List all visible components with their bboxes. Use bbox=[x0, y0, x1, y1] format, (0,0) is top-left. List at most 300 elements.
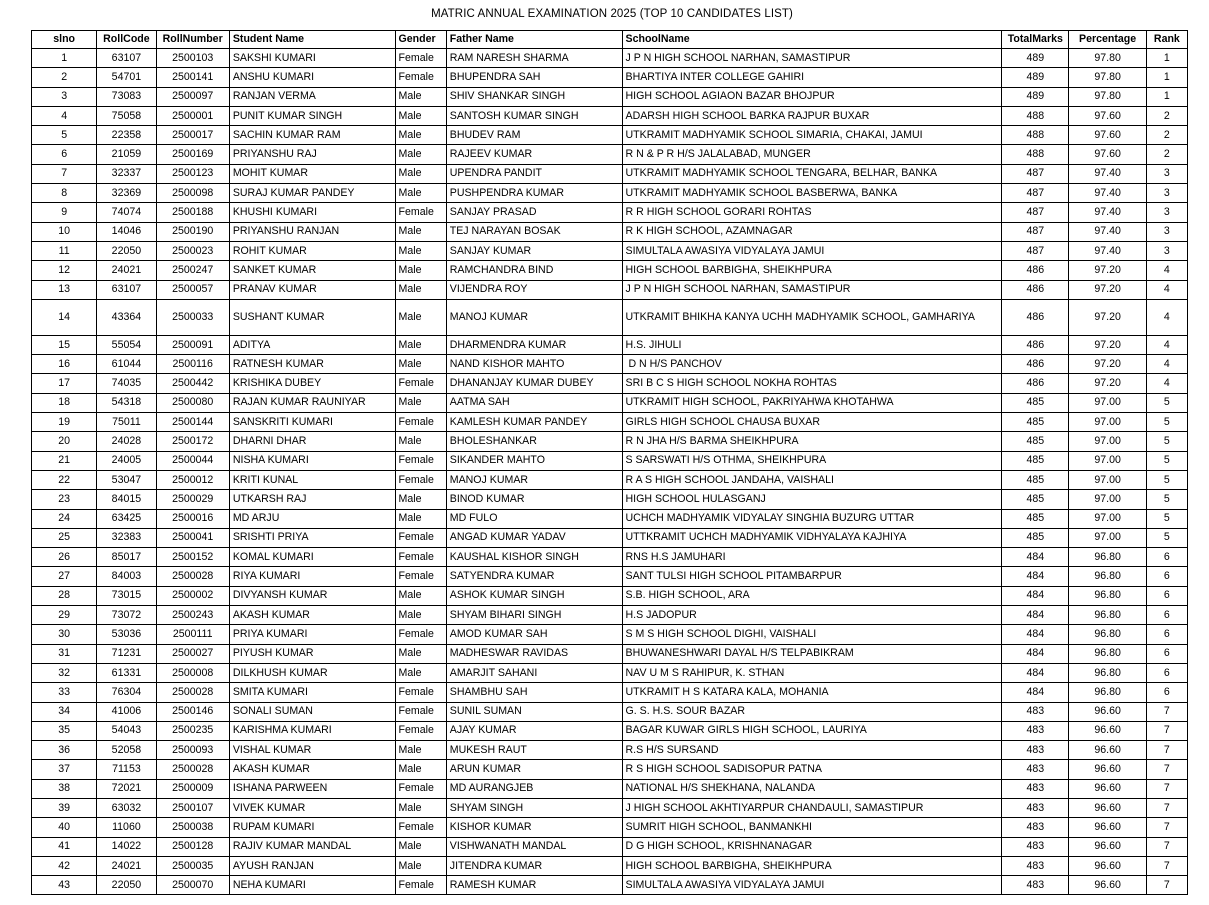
cell-slno: 29 bbox=[32, 606, 97, 625]
cell-school-name: HIGH SCHOOL AGIAON BAZAR BHOJPUR bbox=[622, 87, 1002, 106]
cell-gender: Male bbox=[395, 741, 446, 760]
cell-total-marks: 488 bbox=[1002, 106, 1069, 125]
cell-percentage: 97.20 bbox=[1069, 355, 1146, 374]
cell-rank: 3 bbox=[1146, 241, 1187, 260]
table-body bbox=[32, 49, 1188, 895]
cell-rank: 4 bbox=[1146, 280, 1187, 299]
cell-total-marks: 483 bbox=[1002, 702, 1069, 721]
cell-school-name: BHUWANESHWARI DAYAL H/S TELPABIKRAM bbox=[622, 644, 1002, 663]
cell-rank: 1 bbox=[1146, 87, 1187, 106]
cell-gender: Male bbox=[395, 145, 446, 164]
cell-roll-code: 73015 bbox=[97, 586, 156, 605]
cell-gender: Male bbox=[395, 393, 446, 412]
cell-father-name: SANJAY KUMAR bbox=[446, 241, 622, 260]
cell-student-name: AKASH KUMAR bbox=[229, 760, 395, 779]
cell-father-name: MANOJ KUMAR bbox=[446, 299, 622, 335]
cell-gender: Female bbox=[395, 876, 446, 895]
cell-gender: Female bbox=[395, 374, 446, 393]
table-row bbox=[32, 818, 1188, 837]
cell-total-marks: 484 bbox=[1002, 663, 1069, 682]
cell-student-name: VISHAL KUMAR bbox=[229, 741, 395, 760]
header-school-name: SchoolName bbox=[622, 31, 1002, 49]
cell-student-name: MD ARJU bbox=[229, 509, 395, 528]
cell-percentage: 96.60 bbox=[1069, 760, 1146, 779]
cell-school-name: UTKRAMIT MADHYAMIK SCHOOL SIMARIA, CHAKAI, JAMUI bbox=[622, 126, 1002, 145]
cell-total-marks: 483 bbox=[1002, 837, 1069, 856]
cell-slno: 15 bbox=[32, 335, 97, 354]
cell-gender: Male bbox=[395, 106, 446, 125]
cell-roll-number: 2500028 bbox=[156, 567, 229, 586]
cell-roll-code: 22050 bbox=[97, 876, 156, 895]
cell-roll-number: 2500023 bbox=[156, 241, 229, 260]
table-row bbox=[32, 299, 1188, 335]
cell-rank: 3 bbox=[1146, 203, 1187, 222]
cell-total-marks: 485 bbox=[1002, 393, 1069, 412]
cell-father-name: SATYENDRA KUMAR bbox=[446, 567, 622, 586]
cell-student-name: PRIYA KUMARI bbox=[229, 625, 395, 644]
cell-roll-code: 84015 bbox=[97, 490, 156, 509]
cell-gender: Male bbox=[395, 87, 446, 106]
cell-percentage: 97.80 bbox=[1069, 87, 1146, 106]
cell-rank: 7 bbox=[1146, 876, 1187, 895]
table-row bbox=[32, 126, 1188, 145]
cell-total-marks: 485 bbox=[1002, 528, 1069, 547]
cell-student-name: SURAJ KUMAR PANDEY bbox=[229, 184, 395, 203]
cell-student-name: SUSHANT KUMAR bbox=[229, 299, 395, 335]
cell-gender: Female bbox=[395, 567, 446, 586]
cell-roll-code: 22050 bbox=[97, 241, 156, 260]
cell-roll-number: 2500028 bbox=[156, 760, 229, 779]
table-row bbox=[32, 586, 1188, 605]
table-row bbox=[32, 222, 1188, 241]
cell-roll-code: 73083 bbox=[97, 87, 156, 106]
cell-roll-code: 61331 bbox=[97, 663, 156, 682]
cell-percentage: 96.60 bbox=[1069, 741, 1146, 760]
cell-rank: 7 bbox=[1146, 798, 1187, 817]
cell-total-marks: 484 bbox=[1002, 625, 1069, 644]
cell-gender: Male bbox=[395, 280, 446, 299]
cell-gender: Male bbox=[395, 261, 446, 280]
cell-slno: 27 bbox=[32, 567, 97, 586]
cell-percentage: 97.00 bbox=[1069, 393, 1146, 412]
cell-rank: 6 bbox=[1146, 567, 1187, 586]
cell-roll-code: 53047 bbox=[97, 470, 156, 489]
cell-rank: 7 bbox=[1146, 837, 1187, 856]
cell-father-name: ASHOK KUMAR SINGH bbox=[446, 586, 622, 605]
cell-percentage: 97.60 bbox=[1069, 106, 1146, 125]
cell-percentage: 97.40 bbox=[1069, 184, 1146, 203]
cell-percentage: 96.60 bbox=[1069, 876, 1146, 895]
cell-rank: 6 bbox=[1146, 625, 1187, 644]
cell-father-name: AJAY KUMAR bbox=[446, 721, 622, 740]
cell-total-marks: 489 bbox=[1002, 68, 1069, 87]
cell-school-name: SIMULTALA AWASIYA VIDYALAYA JAMUI bbox=[622, 876, 1002, 895]
cell-gender: Female bbox=[395, 702, 446, 721]
cell-father-name: KISHOR KUMAR bbox=[446, 818, 622, 837]
cell-total-marks: 486 bbox=[1002, 261, 1069, 280]
cell-roll-code: 52058 bbox=[97, 741, 156, 760]
cell-percentage: 97.00 bbox=[1069, 509, 1146, 528]
cell-rank: 4 bbox=[1146, 355, 1187, 374]
cell-percentage: 96.60 bbox=[1069, 818, 1146, 837]
table-row bbox=[32, 702, 1188, 721]
cell-total-marks: 484 bbox=[1002, 644, 1069, 663]
cell-father-name: ANGAD KUMAR YADAV bbox=[446, 528, 622, 547]
cell-roll-number: 2500080 bbox=[156, 393, 229, 412]
cell-percentage: 96.60 bbox=[1069, 721, 1146, 740]
cell-roll-number: 2500009 bbox=[156, 779, 229, 798]
cell-rank: 7 bbox=[1146, 702, 1187, 721]
cell-slno: 1 bbox=[32, 49, 97, 68]
header-roll-number: RollNumber bbox=[156, 31, 229, 49]
cell-slno: 19 bbox=[32, 413, 97, 432]
cell-school-name: ADARSH HIGH SCHOOL BARKA RAJPUR BUXAR bbox=[622, 106, 1002, 125]
cell-school-name: UTKRAMIT BHIKHA KANYA UCHH MADHYAMIK SCHOOL, GAMHARIYA bbox=[622, 299, 1002, 335]
cell-percentage: 97.00 bbox=[1069, 470, 1146, 489]
cell-student-name: SANKET KUMAR bbox=[229, 261, 395, 280]
cell-total-marks: 487 bbox=[1002, 222, 1069, 241]
cell-roll-number: 2500029 bbox=[156, 490, 229, 509]
cell-school-name: UTKRAMIT HIGH SCHOOL, PAKRIYAHWA KHOTAHWA bbox=[622, 393, 1002, 412]
cell-percentage: 97.60 bbox=[1069, 145, 1146, 164]
cell-roll-number: 2500103 bbox=[156, 49, 229, 68]
cell-student-name: SANSKRITI KUMARI bbox=[229, 413, 395, 432]
cell-rank: 1 bbox=[1146, 68, 1187, 87]
cell-father-name: MANOJ KUMAR bbox=[446, 470, 622, 489]
cell-gender: Male bbox=[395, 184, 446, 203]
cell-roll-code: 41006 bbox=[97, 702, 156, 721]
cell-total-marks: 487 bbox=[1002, 203, 1069, 222]
cell-rank: 6 bbox=[1146, 548, 1187, 567]
cell-school-name: UTKRAMIT H S KATARA KALA, MOHANIA bbox=[622, 683, 1002, 702]
cell-father-name: MADHESWAR RAVIDAS bbox=[446, 644, 622, 663]
cell-father-name: RAMESH KUMAR bbox=[446, 876, 622, 895]
results-table bbox=[31, 30, 1188, 895]
cell-percentage: 96.60 bbox=[1069, 856, 1146, 875]
cell-student-name: DILKHUSH KUMAR bbox=[229, 663, 395, 682]
cell-total-marks: 483 bbox=[1002, 798, 1069, 817]
cell-rank: 6 bbox=[1146, 606, 1187, 625]
cell-slno: 11 bbox=[32, 241, 97, 260]
cell-student-name: PRIYANSHU RANJAN bbox=[229, 222, 395, 241]
cell-rank: 6 bbox=[1146, 683, 1187, 702]
table-row bbox=[32, 528, 1188, 547]
cell-percentage: 97.00 bbox=[1069, 528, 1146, 547]
cell-father-name: ARUN KUMAR bbox=[446, 760, 622, 779]
cell-school-name: D N H/S PANCHOV bbox=[622, 355, 1002, 374]
cell-student-name: RAJIV KUMAR MANDAL bbox=[229, 837, 395, 856]
cell-student-name: KARISHMA KUMARI bbox=[229, 721, 395, 740]
table-row bbox=[32, 798, 1188, 817]
cell-roll-code: 55054 bbox=[97, 335, 156, 354]
cell-roll-code: 74074 bbox=[97, 203, 156, 222]
cell-slno: 21 bbox=[32, 451, 97, 470]
cell-rank: 7 bbox=[1146, 856, 1187, 875]
cell-rank: 6 bbox=[1146, 663, 1187, 682]
cell-roll-code: 84003 bbox=[97, 567, 156, 586]
cell-total-marks: 484 bbox=[1002, 586, 1069, 605]
cell-slno: 10 bbox=[32, 222, 97, 241]
cell-father-name: NAND KISHOR MAHTO bbox=[446, 355, 622, 374]
cell-total-marks: 485 bbox=[1002, 490, 1069, 509]
cell-student-name: SACHIN KUMAR RAM bbox=[229, 126, 395, 145]
cell-slno: 40 bbox=[32, 818, 97, 837]
cell-roll-code: 11060 bbox=[97, 818, 156, 837]
cell-roll-number: 2500190 bbox=[156, 222, 229, 241]
cell-roll-code: 54701 bbox=[97, 68, 156, 87]
cell-student-name: AYUSH RANJAN bbox=[229, 856, 395, 875]
cell-gender: Male bbox=[395, 856, 446, 875]
cell-gender: Male bbox=[395, 355, 446, 374]
table-row bbox=[32, 760, 1188, 779]
cell-rank: 7 bbox=[1146, 741, 1187, 760]
cell-father-name: AMOD KUMAR SAH bbox=[446, 625, 622, 644]
cell-student-name: PIYUSH KUMAR bbox=[229, 644, 395, 663]
cell-father-name: BHOLESHANKAR bbox=[446, 432, 622, 451]
cell-father-name: SHYAM BIHARI SINGH bbox=[446, 606, 622, 625]
cell-total-marks: 485 bbox=[1002, 451, 1069, 470]
cell-gender: Male bbox=[395, 798, 446, 817]
cell-roll-code: 14046 bbox=[97, 222, 156, 241]
cell-roll-code: 24005 bbox=[97, 451, 156, 470]
cell-student-name: DHARNI DHAR bbox=[229, 432, 395, 451]
cell-roll-code: 73072 bbox=[97, 606, 156, 625]
table-row bbox=[32, 68, 1188, 87]
cell-roll-number: 2500098 bbox=[156, 184, 229, 203]
cell-father-name: BINOD KUMAR bbox=[446, 490, 622, 509]
table-row bbox=[32, 837, 1188, 856]
cell-school-name: UTKRAMIT MADHYAMIK SCHOOL BASBERWA, BANKA bbox=[622, 184, 1002, 203]
cell-percentage: 97.20 bbox=[1069, 280, 1146, 299]
cell-percentage: 97.80 bbox=[1069, 49, 1146, 68]
cell-rank: 7 bbox=[1146, 760, 1187, 779]
cell-slno: 25 bbox=[32, 528, 97, 547]
cell-percentage: 96.80 bbox=[1069, 606, 1146, 625]
cell-roll-code: 74035 bbox=[97, 374, 156, 393]
table-row bbox=[32, 779, 1188, 798]
cell-total-marks: 486 bbox=[1002, 355, 1069, 374]
cell-gender: Male bbox=[395, 509, 446, 528]
table-row bbox=[32, 741, 1188, 760]
cell-rank: 5 bbox=[1146, 413, 1187, 432]
table-row bbox=[32, 856, 1188, 875]
cell-student-name: RAJAN KUMAR RAUNIYAR bbox=[229, 393, 395, 412]
cell-roll-number: 2500057 bbox=[156, 280, 229, 299]
cell-student-name: AKASH KUMAR bbox=[229, 606, 395, 625]
table-row bbox=[32, 280, 1188, 299]
cell-percentage: 96.60 bbox=[1069, 798, 1146, 817]
cell-student-name: SAKSHI KUMARI bbox=[229, 49, 395, 68]
cell-school-name: BHARTIYA INTER COLLEGE GAHIRI bbox=[622, 68, 1002, 87]
cell-school-name: S.B. HIGH SCHOOL, ARA bbox=[622, 586, 1002, 605]
cell-percentage: 97.60 bbox=[1069, 126, 1146, 145]
cell-roll-number: 2500091 bbox=[156, 335, 229, 354]
cell-total-marks: 484 bbox=[1002, 548, 1069, 567]
cell-father-name: SHYAM SINGH bbox=[446, 798, 622, 817]
cell-gender: Male bbox=[395, 586, 446, 605]
cell-percentage: 97.00 bbox=[1069, 451, 1146, 470]
cell-roll-code: 32369 bbox=[97, 184, 156, 203]
cell-father-name: BHUPENDRA SAH bbox=[446, 68, 622, 87]
cell-roll-code: 54043 bbox=[97, 721, 156, 740]
cell-slno: 17 bbox=[32, 374, 97, 393]
cell-roll-code: 53036 bbox=[97, 625, 156, 644]
cell-total-marks: 486 bbox=[1002, 280, 1069, 299]
cell-gender: Female bbox=[395, 68, 446, 87]
cell-father-name: SIKANDER MAHTO bbox=[446, 451, 622, 470]
cell-total-marks: 484 bbox=[1002, 683, 1069, 702]
cell-total-marks: 483 bbox=[1002, 741, 1069, 760]
cell-roll-number: 2500107 bbox=[156, 798, 229, 817]
cell-father-name: BHUDEV RAM bbox=[446, 126, 622, 145]
header-rank: Rank bbox=[1146, 31, 1187, 49]
cell-slno: 42 bbox=[32, 856, 97, 875]
cell-student-name: UTKARSH RAJ bbox=[229, 490, 395, 509]
cell-total-marks: 486 bbox=[1002, 299, 1069, 335]
cell-father-name: PUSHPENDRA KUMAR bbox=[446, 184, 622, 203]
cell-gender: Female bbox=[395, 451, 446, 470]
table-row bbox=[32, 567, 1188, 586]
cell-school-name: R A S HIGH SCHOOL JANDAHA, VAISHALI bbox=[622, 470, 1002, 489]
table-row bbox=[32, 509, 1188, 528]
cell-percentage: 96.60 bbox=[1069, 779, 1146, 798]
cell-total-marks: 484 bbox=[1002, 567, 1069, 586]
cell-slno: 9 bbox=[32, 203, 97, 222]
table-row bbox=[32, 683, 1188, 702]
cell-rank: 4 bbox=[1146, 261, 1187, 280]
cell-father-name: DHANANJAY KUMAR DUBEY bbox=[446, 374, 622, 393]
cell-student-name: KRISHIKA DUBEY bbox=[229, 374, 395, 393]
table-row bbox=[32, 548, 1188, 567]
cell-roll-number: 2500097 bbox=[156, 87, 229, 106]
cell-school-name: R N JHA H/S BARMA SHEIKHPURA bbox=[622, 432, 1002, 451]
cell-total-marks: 487 bbox=[1002, 241, 1069, 260]
cell-rank: 6 bbox=[1146, 644, 1187, 663]
cell-roll-number: 2500041 bbox=[156, 528, 229, 547]
cell-school-name: HIGH SCHOOL BARBIGHA, SHEIKHPURA bbox=[622, 856, 1002, 875]
cell-roll-number: 2500044 bbox=[156, 451, 229, 470]
cell-gender: Male bbox=[395, 606, 446, 625]
cell-roll-code: 75058 bbox=[97, 106, 156, 125]
cell-percentage: 96.80 bbox=[1069, 644, 1146, 663]
cell-school-name: J HIGH SCHOOL AKHTIYARPUR CHANDAULI, SAMASTIPUR bbox=[622, 798, 1002, 817]
cell-total-marks: 489 bbox=[1002, 87, 1069, 106]
cell-slno: 8 bbox=[32, 184, 97, 203]
table-row bbox=[32, 432, 1188, 451]
cell-father-name: AATMA SAH bbox=[446, 393, 622, 412]
cell-student-name: ROHIT KUMAR bbox=[229, 241, 395, 260]
cell-roll-number: 2500027 bbox=[156, 644, 229, 663]
cell-father-name: DHARMENDRA KUMAR bbox=[446, 335, 622, 354]
header-row bbox=[32, 31, 1188, 49]
cell-school-name: UTTKRAMIT UCHCH MADHYAMIK VIDHYALAYA KAJHIYA bbox=[622, 528, 1002, 547]
cell-slno: 20 bbox=[32, 432, 97, 451]
cell-percentage: 97.20 bbox=[1069, 374, 1146, 393]
cell-gender: Female bbox=[395, 548, 446, 567]
table-row bbox=[32, 625, 1188, 644]
cell-total-marks: 487 bbox=[1002, 184, 1069, 203]
cell-father-name: KAUSHAL KISHOR SINGH bbox=[446, 548, 622, 567]
cell-roll-code: 71153 bbox=[97, 760, 156, 779]
cell-student-name: KOMAL KUMARI bbox=[229, 548, 395, 567]
cell-student-name: SONALI SUMAN bbox=[229, 702, 395, 721]
cell-father-name: MUKESH RAUT bbox=[446, 741, 622, 760]
cell-percentage: 96.60 bbox=[1069, 702, 1146, 721]
cell-total-marks: 483 bbox=[1002, 876, 1069, 895]
cell-roll-code: 43364 bbox=[97, 299, 156, 335]
cell-student-name: ADITYA bbox=[229, 335, 395, 354]
cell-slno: 34 bbox=[32, 702, 97, 721]
cell-roll-number: 2500144 bbox=[156, 413, 229, 432]
cell-rank: 2 bbox=[1146, 145, 1187, 164]
cell-rank: 3 bbox=[1146, 184, 1187, 203]
cell-school-name: J P N HIGH SCHOOL NARHAN, SAMASTIPUR bbox=[622, 49, 1002, 68]
cell-gender: Female bbox=[395, 528, 446, 547]
cell-rank: 3 bbox=[1146, 222, 1187, 241]
cell-total-marks: 485 bbox=[1002, 470, 1069, 489]
cell-student-name: SMITA KUMARI bbox=[229, 683, 395, 702]
cell-rank: 7 bbox=[1146, 721, 1187, 740]
cell-school-name: SRI B C S HIGH SCHOOL NOKHA ROHTAS bbox=[622, 374, 1002, 393]
cell-father-name: RAM NARESH SHARMA bbox=[446, 49, 622, 68]
cell-gender: Male bbox=[395, 837, 446, 856]
document-title: MATRIC ANNUAL EXAMINATION 2025 (TOP 10 CANDIDATES LIST) bbox=[431, 8, 793, 20]
table-row bbox=[32, 393, 1188, 412]
cell-father-name: VISHWANATH MANDAL bbox=[446, 837, 622, 856]
cell-school-name: S M S HIGH SCHOOL DIGHI, VAISHALI bbox=[622, 625, 1002, 644]
cell-percentage: 97.20 bbox=[1069, 335, 1146, 354]
cell-school-name: H.S JADOPUR bbox=[622, 606, 1002, 625]
cell-roll-number: 2500235 bbox=[156, 721, 229, 740]
cell-slno: 6 bbox=[32, 145, 97, 164]
cell-total-marks: 485 bbox=[1002, 509, 1069, 528]
cell-percentage: 97.40 bbox=[1069, 222, 1146, 241]
cell-school-name: H.S. JIHULI bbox=[622, 335, 1002, 354]
cell-total-marks: 485 bbox=[1002, 432, 1069, 451]
cell-gender: Male bbox=[395, 222, 446, 241]
cell-school-name: BAGAR KUWAR GIRLS HIGH SCHOOL, LAURIYA bbox=[622, 721, 1002, 740]
cell-roll-number: 2500001 bbox=[156, 106, 229, 125]
cell-rank: 5 bbox=[1146, 490, 1187, 509]
header-gender: Gender bbox=[395, 31, 446, 49]
cell-gender: Female bbox=[395, 625, 446, 644]
cell-roll-number: 2500152 bbox=[156, 548, 229, 567]
table-row bbox=[32, 606, 1188, 625]
cell-total-marks: 484 bbox=[1002, 606, 1069, 625]
cell-percentage: 96.60 bbox=[1069, 837, 1146, 856]
cell-gender: Male bbox=[395, 164, 446, 183]
table-row bbox=[32, 87, 1188, 106]
cell-rank: 6 bbox=[1146, 586, 1187, 605]
table-row bbox=[32, 644, 1188, 663]
cell-father-name: MD FULO bbox=[446, 509, 622, 528]
cell-slno: 22 bbox=[32, 470, 97, 489]
cell-school-name: NATIONAL H/S SHEKHANA, NALANDA bbox=[622, 779, 1002, 798]
cell-percentage: 96.80 bbox=[1069, 548, 1146, 567]
cell-rank: 7 bbox=[1146, 818, 1187, 837]
cell-rank: 5 bbox=[1146, 509, 1187, 528]
cell-slno: 7 bbox=[32, 164, 97, 183]
cell-roll-number: 2500093 bbox=[156, 741, 229, 760]
cell-school-name: J P N HIGH SCHOOL NARHAN, SAMASTIPUR bbox=[622, 280, 1002, 299]
cell-total-marks: 485 bbox=[1002, 413, 1069, 432]
cell-total-marks: 483 bbox=[1002, 721, 1069, 740]
table-row bbox=[32, 663, 1188, 682]
cell-father-name: RAMCHANDRA BIND bbox=[446, 261, 622, 280]
cell-father-name: SHIV SHANKAR SINGH bbox=[446, 87, 622, 106]
header-father-name: Father Name bbox=[446, 31, 622, 49]
header-percentage: Percentage bbox=[1069, 31, 1146, 49]
